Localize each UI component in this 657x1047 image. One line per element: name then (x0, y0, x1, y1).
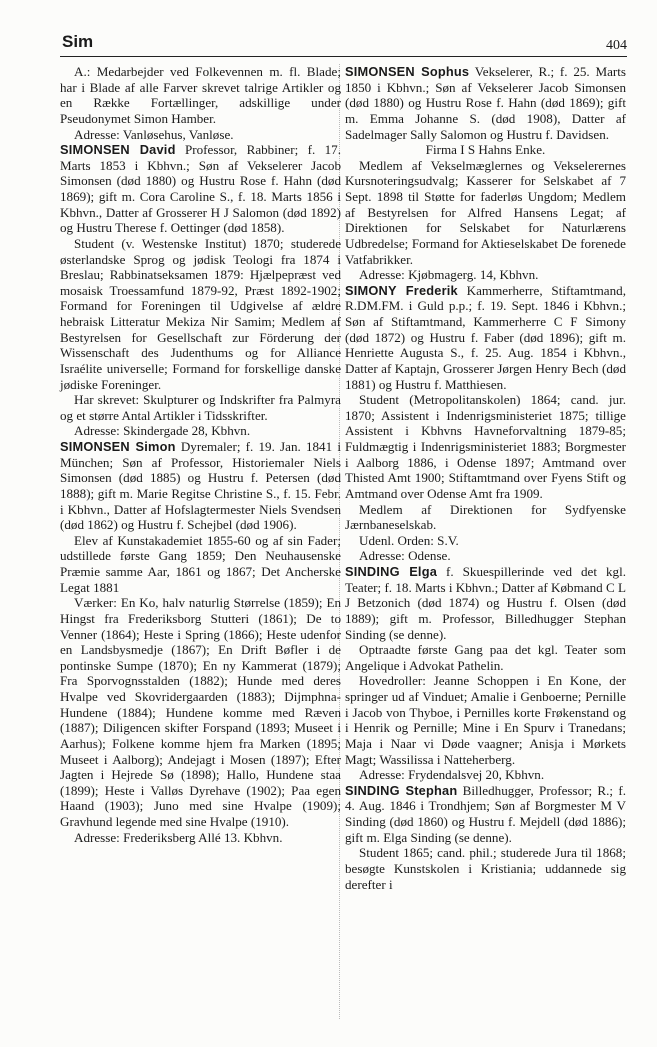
entry-name: SINDING Stephan (345, 782, 458, 798)
entry-simonsen-david (60, 142, 341, 236)
paragraph: A.: Medarbejder ved Folkevennen m. fl. Blade; har i Blade af alle Farver skrevet talrige Artikler og en Række Fortællinger, adskillige under Pseudonymet Simon Hamber. (60, 64, 341, 126)
entry-text: Billedhugger, Professor; R.; f. 4. Aug. 1846 i Trondhjem; Søn af Borgmester M V Sinding (død 1860) og Hustru f. Mejdell (død 1886); gift m. Elga Sinding (se denne). (345, 782, 626, 845)
address-line: Adresse: Odense. (359, 548, 451, 564)
entry-simonsen-simon (60, 439, 341, 533)
entry-text: Dyremaler; f. 19. Jan. 1841 i München; Søn af Professor, Historiemaler Niels Simonsen (død 1885) og Hustru f. Petersen (død 1888); gift m. Marie Regitse Christine S., f. 15. Febr. i Kbhvn., Datter af Hofslagtermester Niels Svendsen (død 1862) og Hustru f. Schejbel (død 1906). (60, 439, 341, 533)
entry-simonsen-sophus (345, 64, 626, 142)
paragraph: Optraadte første Gang paa det kgl. Teater som Angelique i Advokat Pathelin. (345, 642, 626, 673)
paragraph: Elev af Kunstakademiet 1855-60 og af sin Fader; udstillede første Gang 1859; Den Neuhausenske Præmie samme Aar, 1861 og 1867; Det Ancherske Legat 1881 (60, 532, 341, 595)
paragraph: Student (Metropolitanskolen) 1864; cand. jur. 1870; Assistent i Indenrigsministeriet 1875; tillige Assistent i Kbhvns Havneforvaltning 1879-85; Fuldmægtig i Indenrigsministeriet 1883; Borgmester i Aalborg 1886, i Odense 1897; Amtmand over Thisted Amt 1900; Stiftamtmand over Fyens Stift og Amtmand over Odense Amt fra 1909. (345, 392, 626, 501)
page-number: 404 (606, 38, 627, 53)
header-rule (60, 56, 627, 57)
address-line: Adresse: Kjøbmagerg. 14, Kbhvn. (359, 267, 539, 283)
address-line: Adresse: Skindergade 28, Kbhvn. (74, 423, 251, 439)
entry-name: SIMONSEN Sophus (345, 64, 470, 79)
firm-line: Firma I S Hahns Enke. (425, 142, 546, 158)
paragraph: Værker: En Ko, halv naturlig Størrelse (1859); En Hingst fra Frederiksborg Stutteri (1861); De to Venner (1864); Heste i Spring (1866); Heste udenfor en Landsbysmedje (1867); En Drift Bøfler i de pontinske Sumpe (1870); En ny Kammerat (1879); Fra Sporvognsstalden (1882); Hunde med deres Hvalpe ved Skovridergaarden (1883); Dijmphna-Hundene (1884); Hundene komme med Ræven (1887); Diligencen skifter Forspand (1893; Museet i Aarhus); Folkene komme hjem fra Marken (1895; Museet i Aalborg); Andejagt i Mosen (1897); Efter Jagten i Hejrede Sø (1898); Hallo, Hundene staa (1899); Heste i Valløs Dyrehave (1902); Paa egen Haand (1903); Juno med sine Hvalpe (1909); Gravhund legende med sine Hvalpe (1910). (60, 595, 341, 829)
entry-simony-frederik (345, 283, 626, 392)
right-column (345, 64, 626, 892)
entry-name: SIMONY Frederik (345, 282, 458, 298)
entry-sinding-elga (345, 564, 626, 642)
left-column (60, 64, 341, 845)
entry-name: SIMONSEN David (60, 142, 176, 158)
entry-text: Professor, Rabbiner; f. 17. Marts 1853 i Kbhvn.; Søn af Vekselerer Jacob Simonsen (død 1880) og Hustru Rose f. Hahn (død 1869); gift m. Cora Caroline S., f. 18. Marts 1856 i Kbhvn., Datter af Grosserer H J Salomon (død 1892) og Hustru Therese f. Oettinger (død 1858). (60, 142, 342, 236)
paragraph: Medlem af Vekselmæglernes og Vekselerernes Kursnoteringsudvalg; Kasserer for Selskabet af 7 Sept. 1898 til Støtte for faderløs Ungdom; Medlem af Bestyrelsen for Alfred Hansens Legat; af Direktionen for Selskabet for Naturlærens Udbredelse; Formand for Aktieselskabet De forenede Vatfabrikker. (345, 157, 626, 267)
paragraph: Har skrevet: Skulpturer og Indskrifter fra Palmyra og et større Antal Artikler i Tidsskrifter. (60, 392, 341, 423)
running-head: Sim (62, 32, 94, 51)
entry-sinding-stephan (345, 783, 626, 846)
paragraph: Medlem af Direktionen for Sydfyenske Jærnbaneselskab. (345, 501, 626, 533)
paragraph: Hovedroller: Jeanne Schoppen i En Kone, der springer ud af Vinduet; Amalie i Genboerne; Pernille i Jacob von Thyboe, i Pernilles korte Frøkenstand og i Henrik og Pernille; Mine i En Spurv i Tranedans; Maja i Naar vi Døde vaagner; Anisja i Mørkets Magt; Wassilissa i Natteherberg. (345, 673, 626, 767)
paragraph: Student 1865; cand. phil.; studerede Jura til 1868; besøgte Kunstskolen i Kristiania; uddannede sig derefter i (345, 845, 626, 892)
address-line: Adresse: Frydendalsvej 20, Kbhvn. (359, 767, 545, 783)
entry-name: SINDING Elga (345, 564, 438, 579)
paragraph: Udenl. Orden: S.V. (359, 532, 459, 548)
address-line: Adresse: Vanløsehus, Vanløse. (74, 126, 234, 142)
entry-text: Kammerherre, Stiftamtmand, R.DM.FM. i Guld p.p.; f. 19. Sept. 1846 i Kbhvn.; Søn af Stiftamtmand, Kammerherre C F Simony (død 1872) og Hustru f. Faber (død 1896); gift m. Henriette Augusta S., f. 25. Aug. 1854 i Kbhvn., Datter af Kaptajn, Grosserer Jørgen Henry Bech (død 1881) og Hustru f. Matthiesen. (345, 282, 626, 392)
entry-text: Vekselerer, R.; f. 25. Marts 1850 i Kbhvn.; Søn af Vekselerer Jacob Simonsen (død 1880) og Hustru Rose f. Hahn (død 1869); gift m. Emma Johanne S. (død 1908), Datter af Sadelmager Sally Salomon og Hustru f. Davidsen. (345, 64, 627, 142)
address-line: Adresse: Frederiksberg Allé 13. Kbhvn. (74, 829, 283, 845)
entry-text: f. Skuespillerinde ved det kgl. Teater; f. 18. Marts i Kbhvn.; Datter af Købmand C L J Betzonich (død 1874) og Hustru f. Olsen (død 1889); gift m. Professor, Billedhugger Stephan Sinding (se denne). (345, 564, 626, 642)
entry-name: SIMONSEN Simon (60, 439, 176, 454)
paragraph: Student (v. Westenske Institut) 1870; studerede østerlandske Sprog og jødisk Teologi fra 1874 i Breslau; Rabbinatseksamen 1879: Hjælpepræst ved mosaisk Troessamfund 1879-92, Præst 1892-1902; Formand for Foreningen til Udgivelse af ældre hebraisk Litteratur Mekiza Nir Samim; Medlem af Bestyrelsen for Gesellschaft zur Förderung der Wissenschaft des Judenthums og for Alliance Israélite universelle; Formand for forskellige danske jødiske Foreninger. (60, 235, 341, 392)
